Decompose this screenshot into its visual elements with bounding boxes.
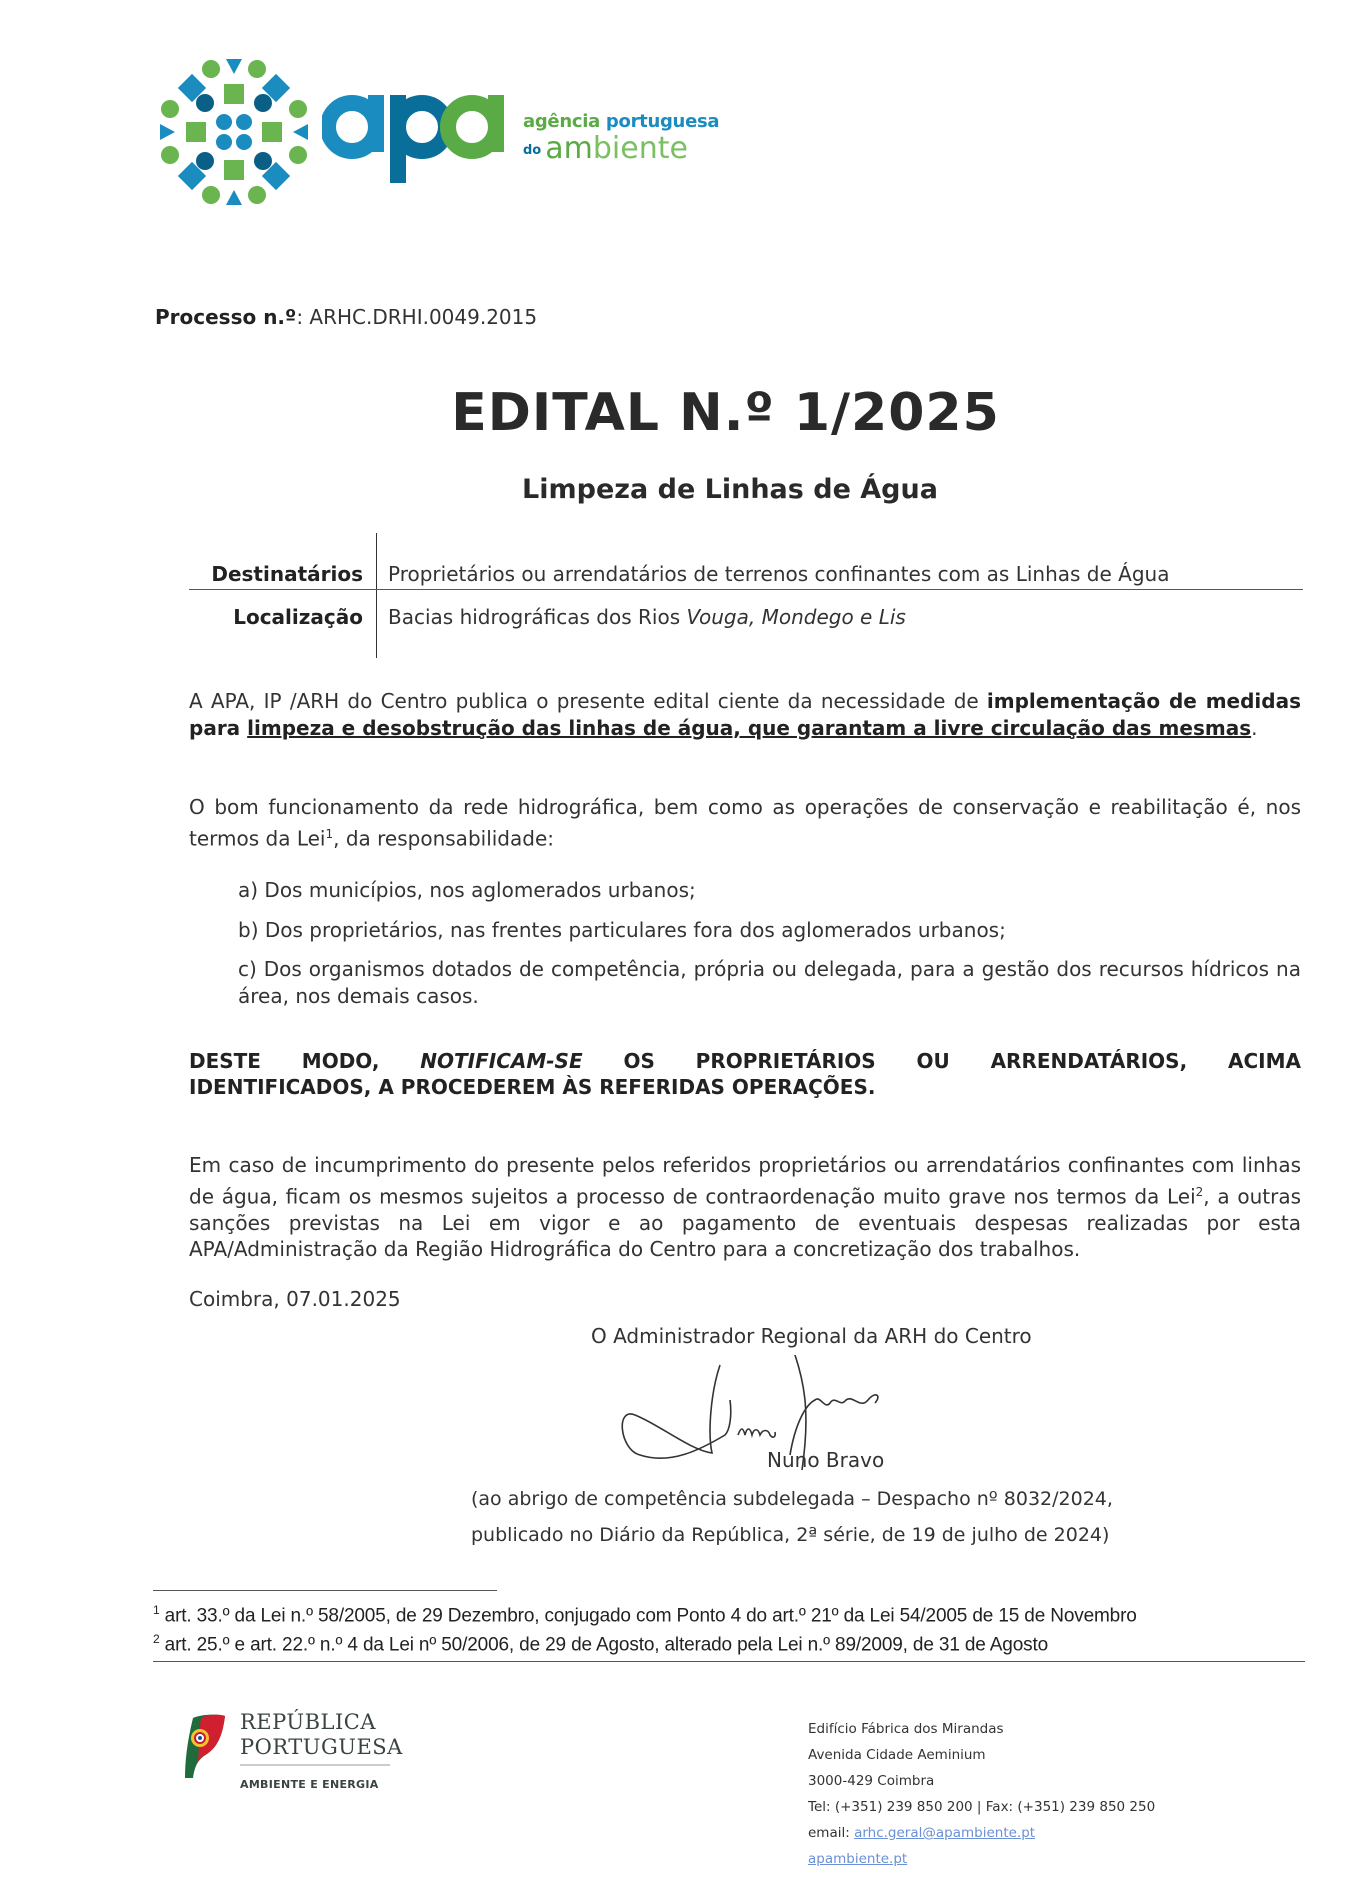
notice-part1: DESTE MODO,	[189, 1049, 421, 1073]
footnote-separator	[153, 1590, 497, 1591]
logo-tagline-portuguesa: portuguesa	[605, 111, 720, 132]
paragraph-responsibility	[189, 794, 1301, 852]
paragraph-intro-text: A APA, IP /ARH do Centro publica o presente edital ciente da necessidade de	[189, 689, 987, 713]
paragraph-penalties-text: Em caso de incumprimento do presente pelos referidos proprietários ou arrendatários confinantes com linhas de água, ficam os mesmos sujeitos a processo de contraordenação muito grave nos termos da Lei	[189, 1153, 1301, 1209]
process-separator: :	[296, 305, 304, 329]
address-line-2: Avenida Cidade Aeminium	[808, 1747, 986, 1763]
table-value-destinatarios: Proprietários ou arrendatários de terrenos confinantes com as Linhas de Água	[388, 562, 1170, 586]
paragraph-intro-underlined: limpeza e desobstrução das linhas de água, que garantam a livre circulação das mesmas	[247, 715, 1252, 740]
table-value-localizacao	[388, 605, 906, 629]
footnote-1-number: 1	[153, 1603, 160, 1617]
signatory-role: O Administrador Regional da ARH do Centro	[591, 1324, 1032, 1348]
notice-part2: OS PROPRIETÁRIOS OU ARRENDATÁRIOS, ACIMA	[582, 1049, 1301, 1073]
footnote-2-number: 2	[153, 1632, 160, 1646]
ministry-name: AMBIENTE E ENERGIA	[240, 1778, 379, 1791]
localizacao-plain: Bacias hidrográficas dos Rios	[388, 605, 687, 629]
apa-logo-mosaic-icon	[156, 54, 312, 210]
website-link[interactable]: apambiente.pt	[808, 1851, 908, 1867]
table-label-localizacao: Localização	[233, 605, 363, 629]
process-label: Processo n.º	[155, 305, 297, 329]
paragraph-intro-end: .	[1251, 715, 1258, 740]
paragraph-intro-bold: implementação de medidas para	[189, 689, 1301, 740]
process-number	[155, 305, 537, 329]
place-date: Coimbra, 07.01.2025	[189, 1287, 401, 1311]
signatory-name: Nuno Bravo	[767, 1448, 885, 1472]
logo-tagline-do: do	[523, 143, 542, 158]
footnote-1	[153, 1603, 1137, 1627]
logo-tagline-agencia: agência	[523, 111, 600, 132]
list-item-b: b) Dos proprietários, nas frentes particulares fora dos aglomerados urbanos;	[238, 918, 1006, 942]
email-label: email:	[808, 1825, 855, 1841]
logo-tagline-am: am	[545, 131, 593, 166]
notice-line2: IDENTIFICADOS, A PROCEDEREM ÀS REFERIDAS OPERAÇÕES.	[189, 1075, 876, 1099]
logo-tagline-line2	[523, 133, 688, 167]
portuguese-republic-emblem-icon	[183, 1712, 227, 1780]
list-item-c: c) Dos organismos dotados de competência, própria ou delegada, para a gestão dos recursos hídricos na área, nos demais casos.	[238, 957, 1301, 1008]
page-subtitle: Limpeza de Linhas de Água	[522, 474, 938, 505]
paragraph-penalties-end: , a outras sanções previstas na Lei em vigor e ao pagamento de eventuais despesas realizadas por esta APA/Administração da Região Hidrográfica do Centro para a concretização dos trabalhos.	[189, 1184, 1301, 1262]
apa-wordmark	[322, 82, 512, 192]
footnote-ref-2[interactable]: 2	[1195, 1184, 1204, 1199]
process-value: ARHC.DRHI.0049.2015	[303, 305, 538, 329]
delegation-line1: (ao abrigo de competência subdelegada – Despacho nº 8032/2024,	[471, 1488, 1113, 1510]
republic-logo-rule	[240, 1764, 390, 1766]
republic-logo-text	[240, 1710, 403, 1760]
footnote-1-text: art. 33.º da Lei n.º 58/2005, de 29 Dezembro, conjugado com Ponto 4 do art.º 21º da Lei 54/2005 de 15 de Novembro	[159, 1605, 1137, 1627]
localizacao-rivers: Vouga, Mondego e Lis	[686, 605, 906, 629]
notice-italic: NOTIFICAM-SE	[420, 1049, 583, 1073]
paragraph-penalties	[189, 1152, 1301, 1263]
footnote-2	[153, 1632, 1048, 1656]
footnote-ref-1[interactable]: 1	[325, 826, 334, 841]
address-line-3: 3000-429 Coimbra	[808, 1773, 935, 1789]
delegation-line2: publicado no Diário da República, 2ª série, de 19 de julho de 2024)	[471, 1524, 1110, 1546]
paragraph-responsibility-end: , da responsabilidade:	[333, 826, 554, 851]
table-divider-horizontal	[189, 589, 1303, 590]
republic-line1: REPÚBLICA	[240, 1710, 377, 1734]
address-line-1: Edifício Fábrica dos Mirandas	[808, 1721, 1004, 1737]
table-divider-vertical	[376, 533, 377, 658]
republic-line2: PORTUGUESA	[240, 1735, 403, 1759]
list-item-a: a) Dos municípios, nos aglomerados urbanos;	[238, 878, 696, 902]
logo-tagline-line1	[523, 111, 719, 132]
table-label-destinatarios: Destinatários	[211, 562, 363, 586]
email-link[interactable]: arhc.geral@apambiente.pt	[854, 1825, 1036, 1841]
logo-tagline-biente: biente	[592, 131, 688, 166]
website-line	[808, 1851, 907, 1867]
paragraph-intro	[189, 688, 1301, 741]
footnote-bottom-rule	[153, 1661, 1305, 1662]
paragraph-responsibility-text: O bom funcionamento da rede hidrográfica, bem como as operações de conservação e reabilitação é, nos termos da Lei	[189, 795, 1301, 851]
phone-fax: Tel: (+351) 239 850 200 | Fax: (+351) 239 850 250	[808, 1799, 1156, 1815]
page-title: EDITAL N.º 1/2025	[451, 383, 1000, 443]
email-line	[808, 1825, 1035, 1841]
notice-line1	[189, 1048, 1301, 1075]
footnote-2-text: art. 25.º e art. 22.º n.º 4 da Lei nº 50/2006, de 29 de Agosto, alterado pela Lei n.º 89/2009, de 31 de Agosto	[159, 1634, 1049, 1656]
